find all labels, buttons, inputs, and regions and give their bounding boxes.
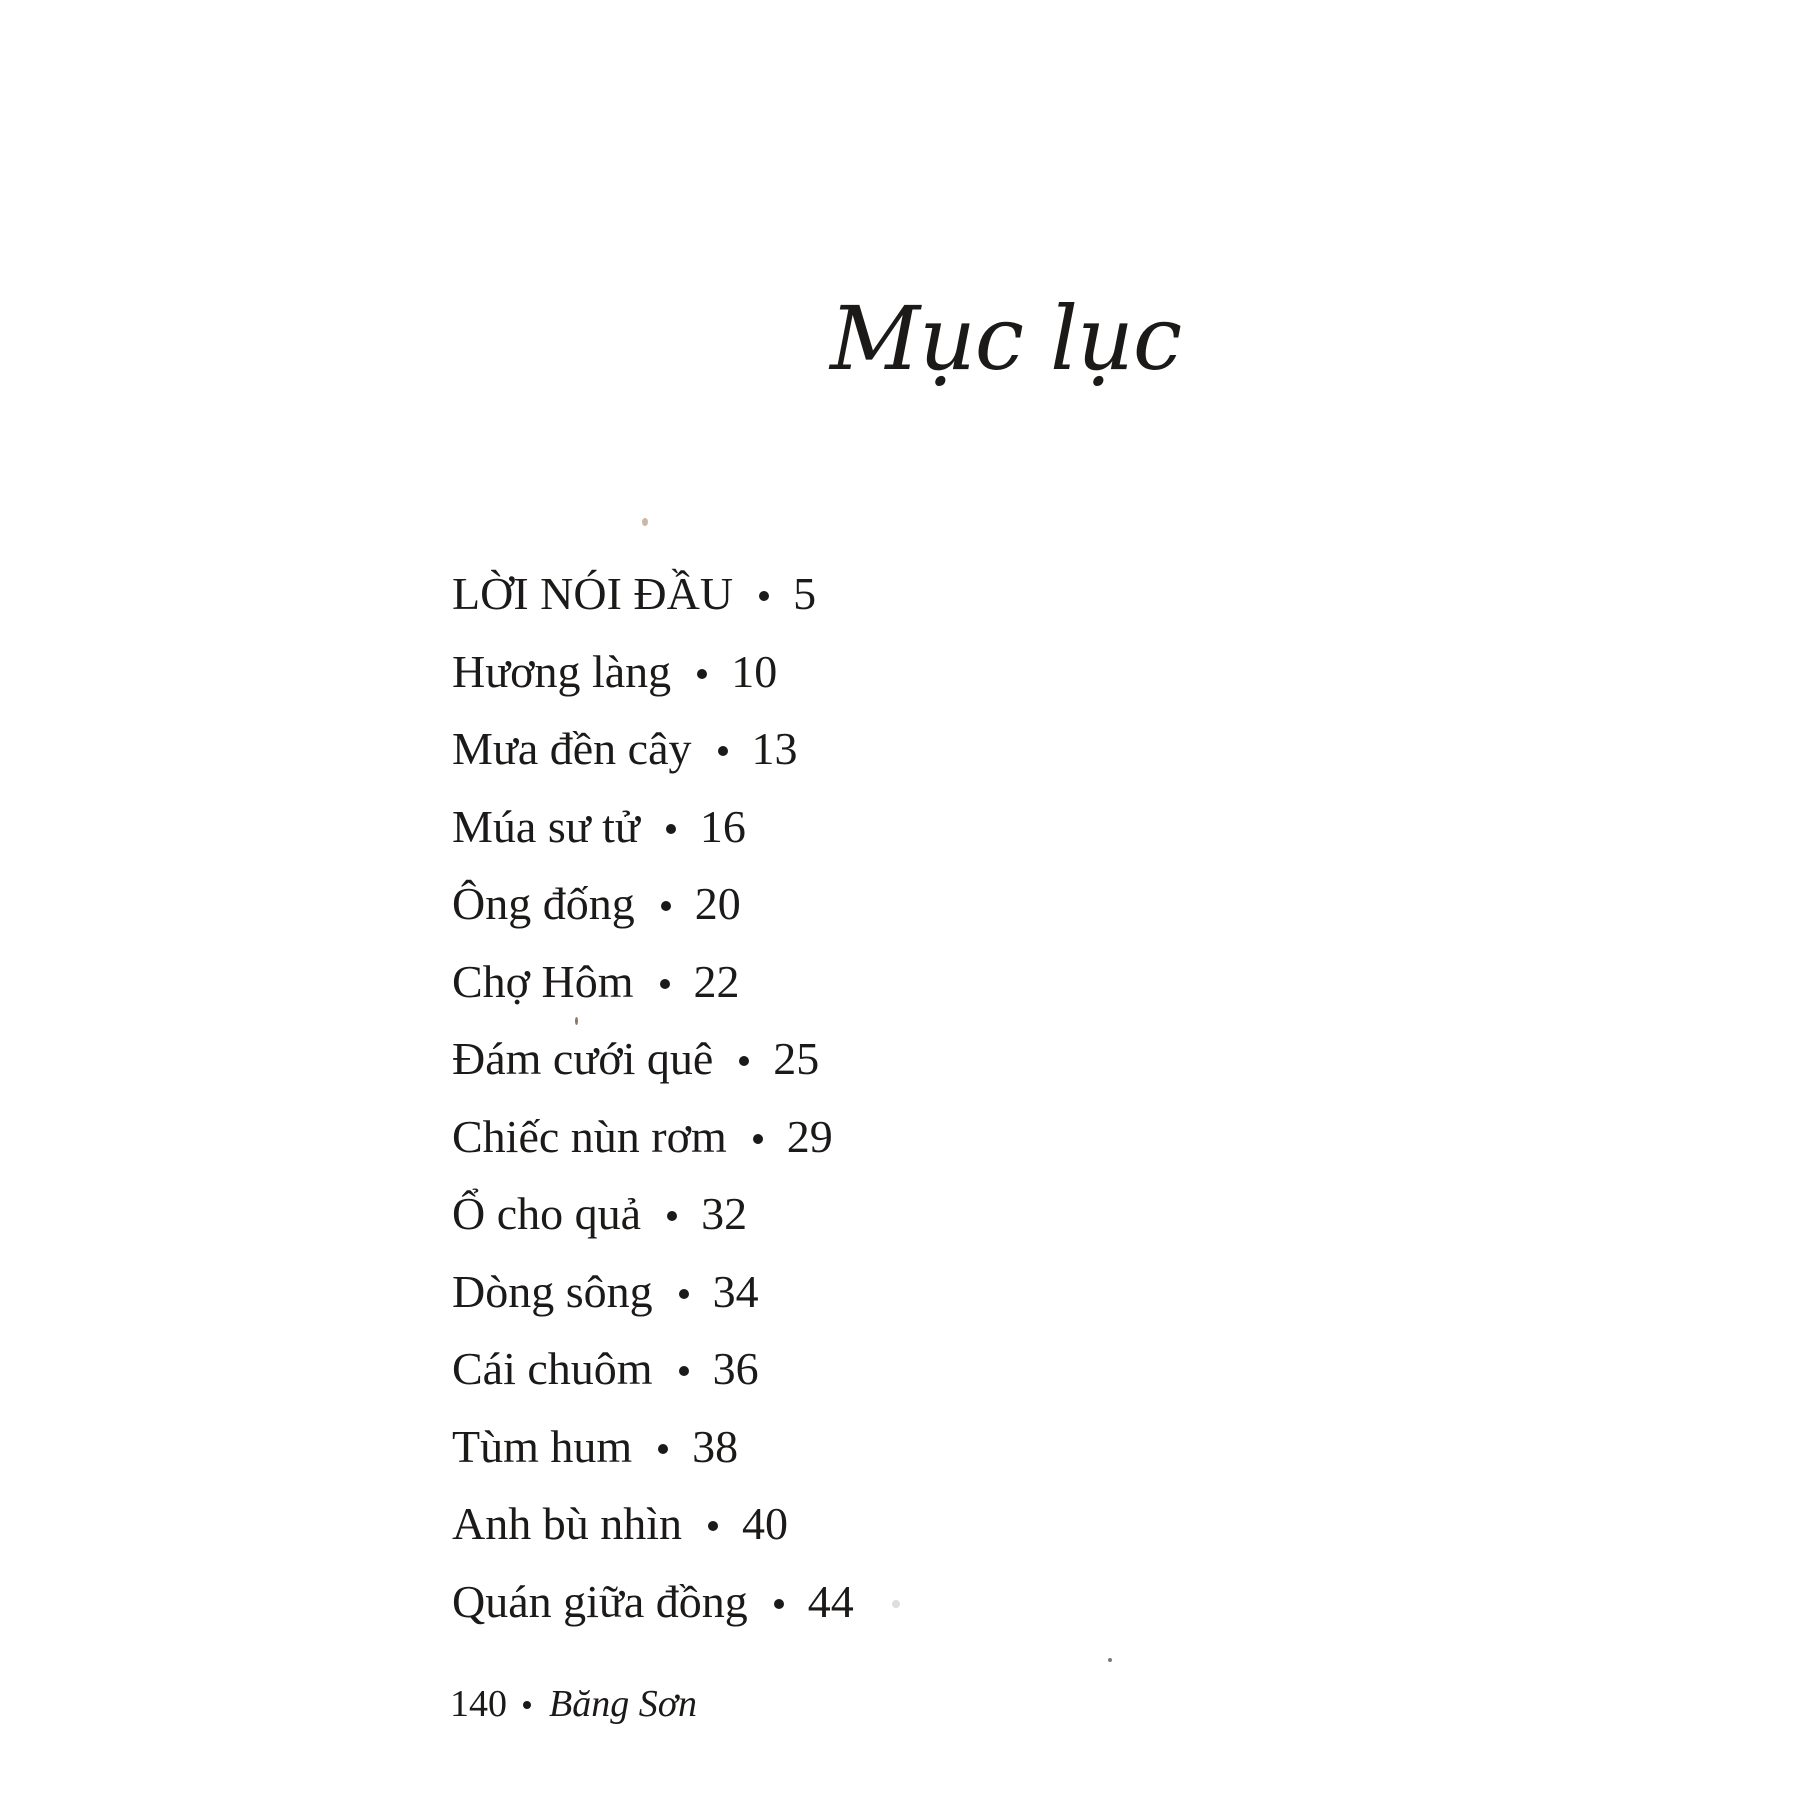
bullet-icon [661,901,671,911]
toc-entry [452,1408,854,1486]
toc-entry-page: 32 [701,1188,748,1239]
toc-entry-page: 25 [773,1033,820,1084]
bullet-icon [666,824,676,834]
page-footer [450,1682,697,1726]
page-title: Mục lục [830,287,1182,390]
toc-entry-label: Múa sư tử [452,800,640,852]
toc-entry [452,1485,854,1563]
toc-entry-label: LỜI NÓI ĐẦU [452,568,734,619]
toc-entry-label: Ổ cho quả [452,1188,642,1239]
scan-speck [575,1017,578,1025]
scan-speck [642,518,648,526]
toc-entry-page: 22 [693,955,740,1007]
scan-speck [892,1600,900,1608]
footer-author: Băng Sơn [549,1683,697,1725]
toc-entry-page: 10 [731,645,778,697]
table-of-contents [452,555,854,1640]
toc-entry-page: 5 [793,568,817,619]
bullet-icon [759,591,769,601]
toc-entry-label: Tùm hum [452,1420,633,1472]
bullet-icon [718,746,728,756]
toc-entry-label: Đám cưới quê [452,1033,714,1084]
toc-entry-label: Hương làng [452,645,672,697]
toc-entry [452,943,854,1021]
bullet-icon [774,1599,784,1609]
toc-entry [452,710,854,788]
toc-entry [452,555,854,633]
bullet-icon [708,1521,718,1531]
toc-entry [452,1563,854,1641]
bullet-icon [658,1444,668,1454]
bullet-icon [753,1134,763,1144]
toc-entry-page: 44 [807,1575,854,1627]
bullet-icon [523,1701,531,1709]
toc-entry-page: 16 [699,800,746,852]
scan-speck [1108,1658,1112,1662]
toc-entry-page: 36 [712,1343,759,1394]
bullet-icon [667,1211,677,1221]
toc-entry-page: 38 [692,1420,739,1472]
toc-entry [452,865,854,943]
toc-entry [452,1253,854,1331]
toc-entry-label: Ông đống [452,878,635,929]
toc-entry [452,1330,854,1408]
toc-entry-page: 40 [742,1498,788,1549]
toc-entry [452,1098,854,1176]
toc-entry [452,1175,854,1253]
bullet-icon [697,669,707,679]
toc-entry-label: Anh bù nhìn [452,1498,682,1549]
toc-entry [452,633,854,711]
toc-entry-label: Dòng sông [452,1265,653,1317]
bullet-icon [679,1289,689,1299]
toc-entry-label: Chợ Hôm [452,955,634,1007]
toc-entry [452,1020,854,1098]
toc-entry-label: Mưa đền cây [452,723,692,774]
toc-entry-page: 13 [751,723,798,774]
toc-entry-label: Chiếc nùn rơm [452,1110,727,1162]
bullet-icon [660,979,670,989]
toc-entry-page: 34 [712,1265,759,1317]
toc-entry-page: 29 [786,1110,833,1162]
bullet-icon [739,1056,749,1066]
bullet-icon [679,1366,689,1376]
toc-entry-label: Cái chuôm [452,1343,653,1394]
toc-entry-label: Quán giữa đồng [452,1575,748,1627]
footer-page-number: 140 [450,1683,507,1725]
toc-entry [452,788,854,866]
toc-entry-page: 20 [694,878,741,929]
